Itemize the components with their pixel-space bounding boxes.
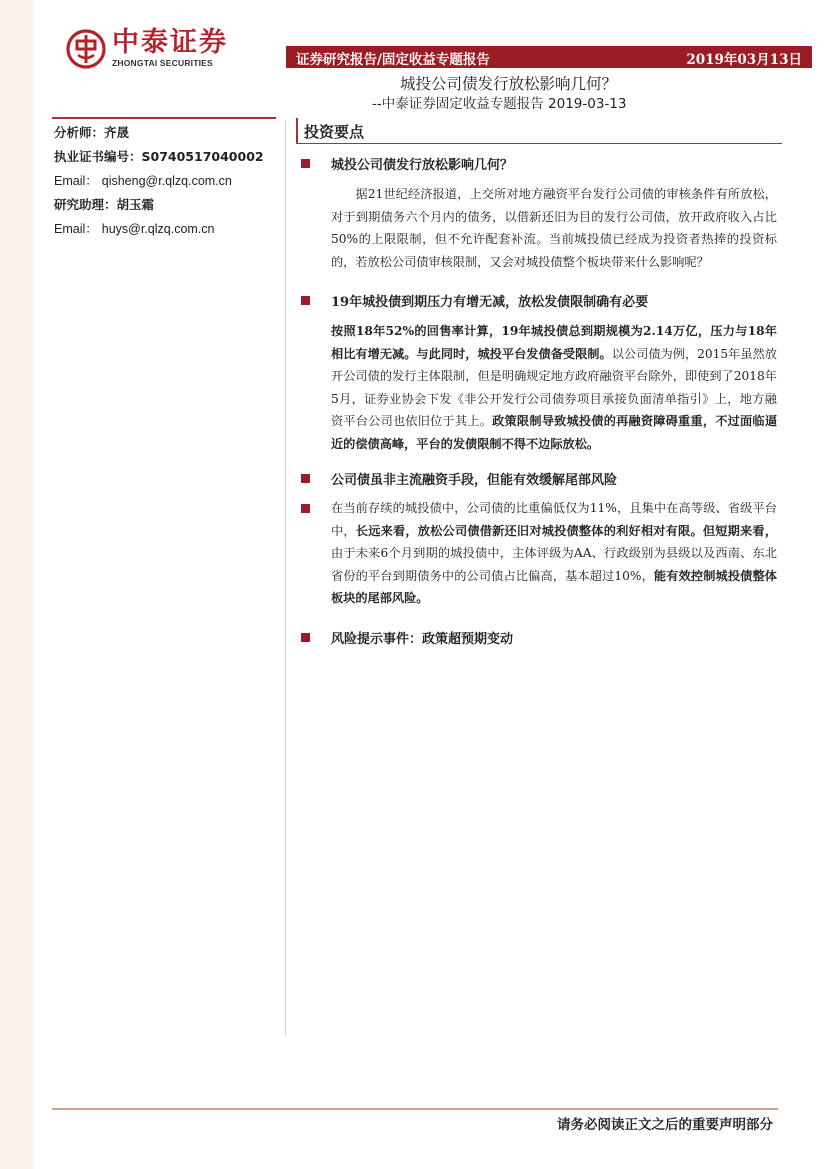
zhongtai-logo-icon	[66, 29, 106, 69]
assistant-row	[54, 193, 284, 217]
keypoints-header	[296, 118, 782, 144]
section2-text-1: 以公司债为例，2015年虽然放开公司债的发行主体限制，但是明确规定地方政府融资平台除外，即使到了2018年5月，证券业协会下发《非公开发行公司债券项目承接负面清单指引》上，地方融资平台公司也依旧位于其上。	[331, 346, 777, 428]
report-header-band	[286, 46, 812, 68]
analyst-row	[54, 121, 284, 145]
section2-body	[331, 320, 777, 455]
section3-body	[331, 497, 777, 610]
keypoints-rule	[296, 143, 782, 144]
email2-row	[54, 217, 284, 241]
analyst-info	[54, 121, 284, 241]
report-category: 证券研究报告/固定收益专题报告	[296, 52, 490, 68]
section3-bold-2: 能有效控制城投债整体板块的尾部风险。	[331, 568, 777, 605]
column-divider	[285, 120, 286, 1035]
company-logo	[66, 28, 228, 69]
section3-bold-1: 长远来看，放松公司债借新还旧对城投债整体的利好相对有限。但短期来看，	[355, 523, 778, 538]
assistant-name: 胡玉霜	[116, 197, 155, 212]
section2-bold-2: 政策限制导致城投债的再融资障碍重重，不过面临逼近的偿债高峰，平台的发债限制不得不边际放松。	[331, 414, 778, 451]
analyst-label: 分析师：	[54, 125, 105, 140]
email1-label: Email：	[54, 174, 98, 188]
section3-text-1: 在当前存续的城投债中，公司债的比重偏低仅为11%，且集中在高等级、省级平台中，	[331, 501, 777, 538]
bullet-square-icon	[301, 474, 310, 483]
analyst-name: 齐晟	[104, 125, 130, 140]
cert-row	[54, 145, 284, 169]
bullet-square-icon	[301, 633, 310, 642]
risk-warning: 风险提示事件：政策超预期变动	[331, 632, 514, 647]
email2-link[interactable]: huys@r.qlzq.com.cn	[101, 222, 215, 236]
section3-heading: 公司债虽非主流融资手段，但能有效缓解尾部风险	[331, 473, 618, 488]
section2-heading: 19年城投债到期压力有增无减，放松发债限制确有必要	[331, 295, 649, 310]
section2-bold-1: 按照18年52%的回售率计算，19年城投债总到期规模为2.14万亿，压力与18年相比有增无减。与此同时，城投平台发债备受限制。	[331, 324, 777, 361]
cert-number: S0740517040002	[141, 149, 264, 164]
left-column-rule	[52, 117, 276, 119]
email1-row	[54, 169, 284, 193]
email2-label: Email：	[54, 222, 98, 236]
bullet-square-icon	[301, 504, 310, 513]
keypoints-heading: 投资要点	[304, 123, 365, 141]
report-subtitle: --中泰证券固定收益专题报告 2019-03-13	[372, 96, 627, 112]
left-margin-strip	[0, 0, 34, 1169]
footer-disclaimer: 请务必阅读正文之后的重要声明部分	[557, 1117, 773, 1133]
report-title: 城投公司债发行放松影响几何？	[400, 75, 618, 93]
footer-rule	[52, 1108, 778, 1110]
assistant-label: 研究助理：	[54, 197, 117, 212]
bullet-square-icon	[301, 159, 310, 168]
report-date: 2019年03月13日	[686, 52, 802, 68]
cert-label: 执业证书编号：	[54, 149, 142, 164]
email1-link[interactable]: qisheng@r.qlzq.com.cn	[101, 174, 232, 188]
bullet-square-icon	[301, 296, 310, 305]
logo-name-en: ZHONGTAI SECURITIES	[112, 58, 213, 68]
section1-heading: 城投公司债发行放松影响几何？	[331, 158, 514, 173]
section3-text-2: 由于未来6个月到期的城投债中，主体评级为AA、行政级别为县级以及西南、东北省份的平台到期债务中的公司债占比偏高，基本超过10%，	[331, 546, 777, 583]
section1-body: 据21世纪经济报道，上交所对地方融资平台发行公司债的审核条件有所放松，对于到期债务六个月内的债务，以借新还旧为目的发行公司债，放开政府收入占比50%的上限限制，但不允许配套补流。当前城投债已经成为投资者热捧的投资标的，若放松公司债审核限制，又会对城投债整个板块带来什么影响呢？	[331, 187, 777, 269]
logo-name-cn: 中泰证券	[112, 27, 228, 58]
